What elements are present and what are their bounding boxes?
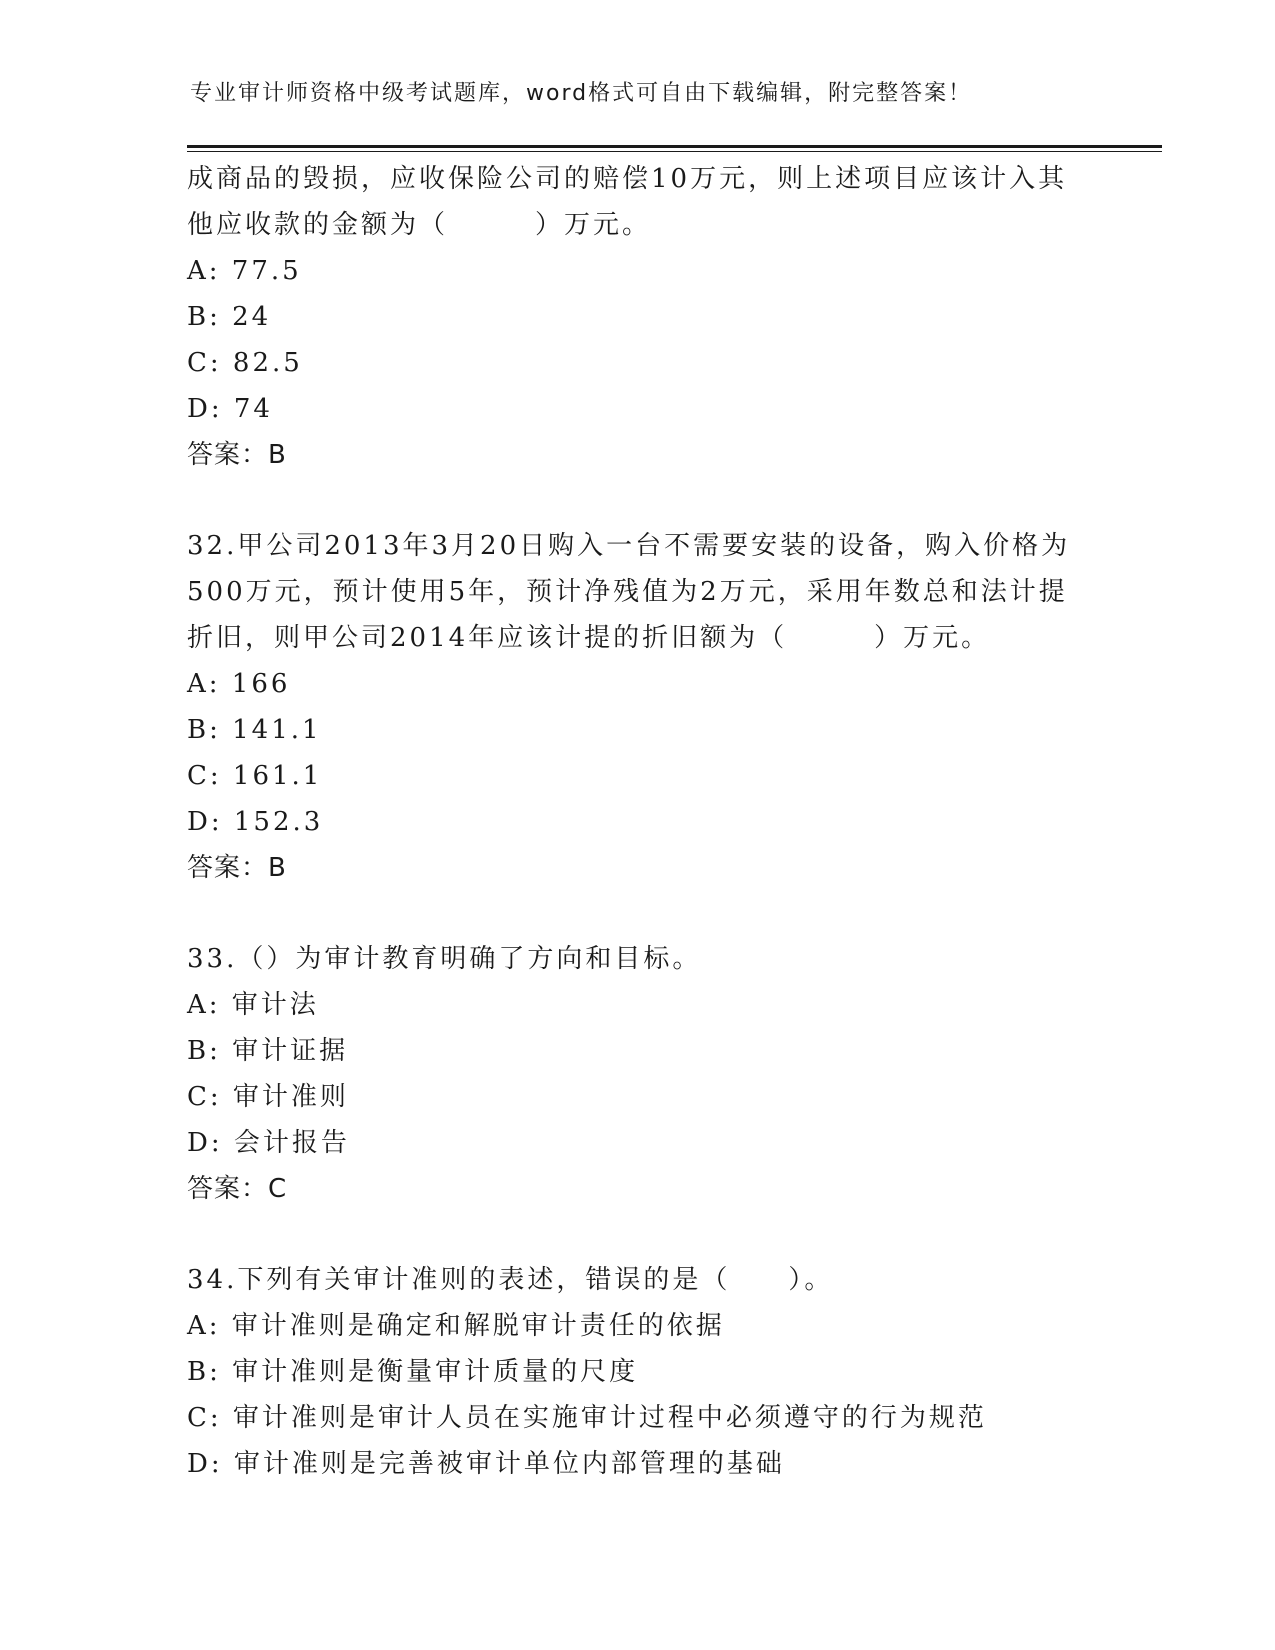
option-a: A: 166 [187,669,291,699]
question-stem-line: 折旧，则甲公司2014年应该计提的折旧额为（ ）万元。 [187,623,991,653]
question-body [187,156,1147,1487]
option-d: D: 审计准则是完善被审计单位内部管理的基础 [187,1449,785,1479]
option-b: B: 审计证据 [187,1036,349,1066]
question-32 [187,523,1147,891]
option-d: D: 152.3 [187,807,324,837]
question-31 [187,156,1147,478]
spacer [187,478,1147,523]
header-rule-thick [187,145,1162,148]
option-d: D: 74 [187,394,273,424]
question-34 [187,1257,1147,1487]
question-stem-line: 33.（）为审计教育明确了方向和目标。 [187,944,702,974]
option-c: C: 82.5 [187,348,303,378]
answer: 答案：B [187,853,287,883]
option-c: C: 161.1 [187,761,323,791]
option-a: A: 审计法 [187,990,319,1020]
question-33 [187,936,1147,1212]
spacer [187,891,1147,936]
option-b: B: 审计准则是衡量审计质量的尺度 [187,1357,639,1387]
page-header: 专业审计师资格中级考试题库，word格式可自由下载编辑，附完整答案！ [190,81,973,106]
option-a: A: 77.5 [187,256,302,286]
option-c: C: 审计准则 [187,1082,349,1112]
answer: 答案：C [187,1174,288,1204]
option-b: B: 141.1 [187,715,322,745]
option-b: B: 24 [187,302,272,332]
question-stem-line: 他应收款的金额为（ ）万元。 [187,210,652,240]
question-stem-line: 34.下列有关审计准则的表述，错误的是（ ）。 [187,1265,834,1295]
question-stem-line: 500万元，预计使用5年，预计净残值为2万元，采用年数总和法计提 [187,577,1068,607]
option-c: C: 审计准则是审计人员在实施审计过程中必须遵守的行为规范 [187,1403,987,1433]
question-stem-line: 成商品的毁损，应收保险公司的赔偿10万元，则上述项目应该计入其 [187,164,1068,194]
option-a: A: 审计准则是确定和解脱审计责任的依据 [187,1311,725,1341]
question-stem-line: 32.甲公司2013年3月20日购入一台不需要安装的设备，购入价格为 [187,531,1071,561]
answer: 答案：B [187,440,287,470]
spacer [187,1212,1147,1257]
option-d: D: 会计报告 [187,1128,350,1158]
header-rule-thin [187,151,1162,152]
